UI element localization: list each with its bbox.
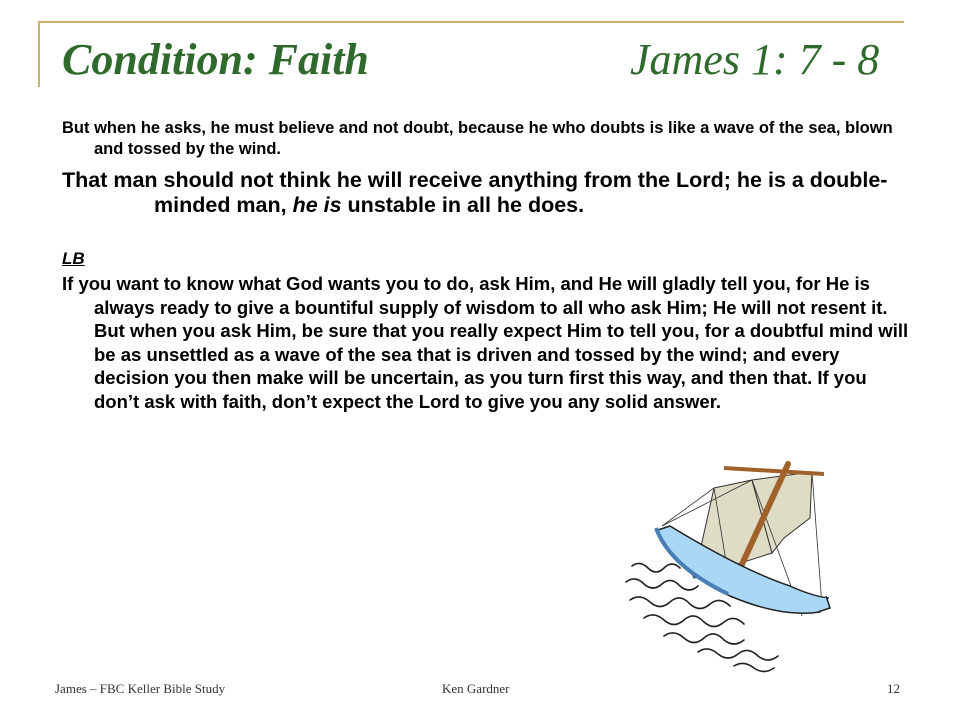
living-bible-paragraph: If you want to know what God wants you to do, ask Him, and He will gladly tell you, for He is always ready to give a bountiful supply of wisdom to all who ask Him; He will not resent it. But when you ask Him, be sure that you really expect Him to tell you, for a doubtful mind will be as unsettled as a wave of the sea that is driven and tossed by the wind; and every decision you then make will be uncertain, as you turn first this way, and then that. If you don’t ask with faith, don’t expect the Lord to give you any solid answer. [62, 273, 909, 412]
frame-top-rule [38, 21, 904, 23]
footer-author: Ken Gardner [442, 681, 510, 696]
verse-paragraph-2-italic: he is [292, 193, 342, 217]
verse-paragraph-2-start: That man should not think he will receive anything from the Lord; he is a double-minded man, [62, 168, 888, 217]
footer-left: James – FBC Keller Bible Study [55, 681, 226, 696]
verse-paragraph-1: But when he asks, he must believe and not doubt, because he who doubts is like a wave of the sea, blown and tossed by the wind. [62, 119, 893, 158]
frame-left-rule [38, 21, 40, 87]
slide-body [62, 118, 912, 413]
scripture-reference: James 1: 7 - 8 [630, 35, 880, 84]
verse-paragraph-2-end: unstable in all he does. [341, 193, 585, 217]
sailboat-clipart [612, 458, 882, 680]
version-label: LB [62, 249, 85, 268]
title-text: Condition: Faith [62, 35, 369, 84]
yard [724, 468, 824, 474]
verse-paragraph-2 [62, 168, 912, 218]
page-number: 12 [887, 681, 900, 696]
slide-title [62, 35, 880, 84]
